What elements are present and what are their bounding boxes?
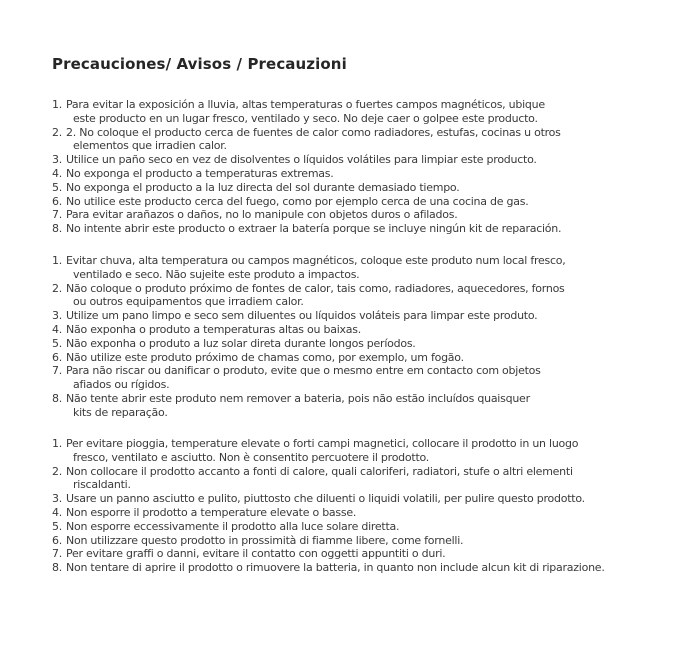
item-text-line: Não coloque o produto próximo de fontes de calor, tais como, radiadores, aquecedores, fornos (66, 281, 565, 295)
item-text-line: No utilice este producto cerca del fuego, como por ejemplo cerca de una cocina de gas. (66, 194, 529, 208)
list-item (52, 506, 652, 520)
item-text-line: Per evitare graffi o danni, evitare il contatto con oggetti appuntiti o duri. (66, 547, 446, 561)
item-text-line: ventilado e seco. Não sujeite este produto a impactos. (73, 267, 360, 281)
list-item (52, 547, 652, 561)
list-item (52, 351, 652, 365)
item-number: 7. (52, 208, 62, 222)
list-item (52, 309, 652, 323)
item-number: 6. (52, 194, 62, 208)
item-text-line: Usare un panno asciutto e pulito, piuttosto che diluenti o liquidi volatili, per pulire questo prodotto. (66, 492, 585, 506)
item-text-line: No exponga el producto a temperaturas extremas. (66, 166, 334, 180)
item-number: 8. (52, 391, 62, 405)
item-number: 1. (52, 254, 62, 267)
item-text-line: este producto en un lugar fresco, ventilado y seco. No deje caer o golpee este producto. (73, 111, 538, 125)
precautions-spanish (52, 98, 652, 236)
page-title: Precauciones/ Avisos / Precauzioni (52, 55, 347, 73)
item-number: 4. (52, 505, 62, 519)
item-number: 1. (52, 437, 62, 450)
list-item (52, 126, 652, 154)
precautions-portuguese (52, 254, 652, 420)
list-item (52, 561, 652, 575)
item-text-line: Non esporre il prodotto a temperature elevate o basse. (66, 505, 357, 519)
list-item (52, 337, 652, 351)
item-text-line: elementos que irradien calor. (73, 139, 227, 153)
item-number: 6. (52, 350, 62, 364)
precautions-list-pt (52, 254, 652, 420)
list-item (52, 437, 652, 465)
item-text-line: No intente abrir este producto o extraer la batería porque se incluye ningún kit de reparación. (66, 222, 562, 236)
item-number: 4. (52, 166, 62, 180)
list-item (52, 222, 652, 236)
item-text-line: Evitar chuva, alta temperatura ou campos magnéticos, coloque este produto num local fresco, (66, 254, 566, 267)
list-item (52, 208, 652, 222)
item-number: 1. (52, 98, 62, 111)
list-item (52, 167, 652, 181)
item-number: 2. (52, 281, 62, 295)
item-text-line: Para não riscar ou danificar o produto, evite que o mesmo entre em contacto com objetos (66, 364, 541, 378)
list-item (52, 254, 652, 282)
list-item (52, 492, 652, 506)
item-text-line: Para evitar arañazos o daños, no lo manipule con objetos duros o afilados. (66, 208, 458, 222)
item-number: 2. (52, 464, 62, 478)
list-item (52, 364, 652, 392)
list-item (52, 520, 652, 534)
precautions-list-it (52, 437, 652, 575)
list-item (52, 392, 652, 420)
item-number: 2. (52, 125, 62, 139)
list-item (52, 323, 652, 337)
list-item (52, 98, 652, 126)
list-item (52, 282, 652, 310)
list-item (52, 153, 652, 167)
item-text-line: Non esporre eccessivamente il prodotto alla luce solare diretta. (66, 519, 400, 533)
item-number: 5. (52, 519, 62, 533)
item-text-line: afiados ou rígidos. (73, 378, 170, 392)
item-number: 5. (52, 180, 62, 194)
item-text-line: Não exponha o produto a temperaturas altas ou baixas. (66, 322, 361, 336)
item-text-line: Utilice un paño seco en vez de disolventes o líquidos volátiles para limpiar este producto. (66, 153, 537, 167)
list-item (52, 195, 652, 209)
item-text-line: Non utilizzare questo prodotto in prossimità di fiamme libere, come fornelli. (66, 533, 464, 547)
item-number: 3. (52, 153, 62, 167)
item-number: 3. (52, 492, 62, 506)
item-text-line: Não tente abrir este produto nem remover a bateria, pois não estão incluídos quaisquer (66, 391, 530, 405)
item-text-line: Utilize um pano limpo e seco sem diluentes ou líquidos voláteis para limpar este produto. (66, 309, 538, 323)
list-item (52, 534, 652, 548)
list-item (52, 465, 652, 493)
item-text-line: ou outros equipamentos que irradiem calor. (73, 295, 304, 309)
item-text-line: No exponga el producto a la luz directa del sol durante demasiado tiempo. (66, 180, 460, 194)
list-item (52, 181, 652, 195)
item-text-line: Per evitare pioggia, temperature elevate o forti campi magnetici, collocare il prodotto in un luogo (66, 437, 579, 450)
item-number: 8. (52, 222, 62, 236)
item-text-line: Non tentare di aprire il prodotto o rimuovere la batteria, in quanto non include alcun kit di riparazione. (66, 561, 605, 575)
item-number: 5. (52, 336, 62, 350)
item-text-line: Para evitar la exposición a lluvia, altas temperaturas o fuertes campos magnéticos, ubique (66, 98, 545, 111)
item-number: 3. (52, 309, 62, 323)
item-text-line: kits de reparação. (73, 405, 168, 419)
item-number: 7. (52, 547, 62, 561)
item-text-line: Não exponha o produto a luz solar direta durante longos períodos. (66, 336, 416, 350)
item-text-line: Non collocare il prodotto accanto a fonti di calore, quali caloriferi, radiatori, stufe o altri elementi (66, 464, 573, 478)
item-number: 8. (52, 561, 62, 575)
item-text-line: fresco, ventilato e asciutto. Non è consentito percuotere il prodotto. (73, 450, 430, 464)
item-number: 4. (52, 322, 62, 336)
precautions-italian (52, 437, 652, 575)
item-text-line: Não utilize este produto próximo de chamas como, por exemplo, um fogão. (66, 350, 464, 364)
item-number: 6. (52, 533, 62, 547)
item-number: 7. (52, 364, 62, 378)
precautions-list-es (52, 98, 652, 236)
item-text-line: 2. No coloque el producto cerca de fuentes de calor como radiadores, estufas, cocinas u otros (66, 125, 561, 139)
item-text-line: riscaldanti. (73, 478, 131, 492)
